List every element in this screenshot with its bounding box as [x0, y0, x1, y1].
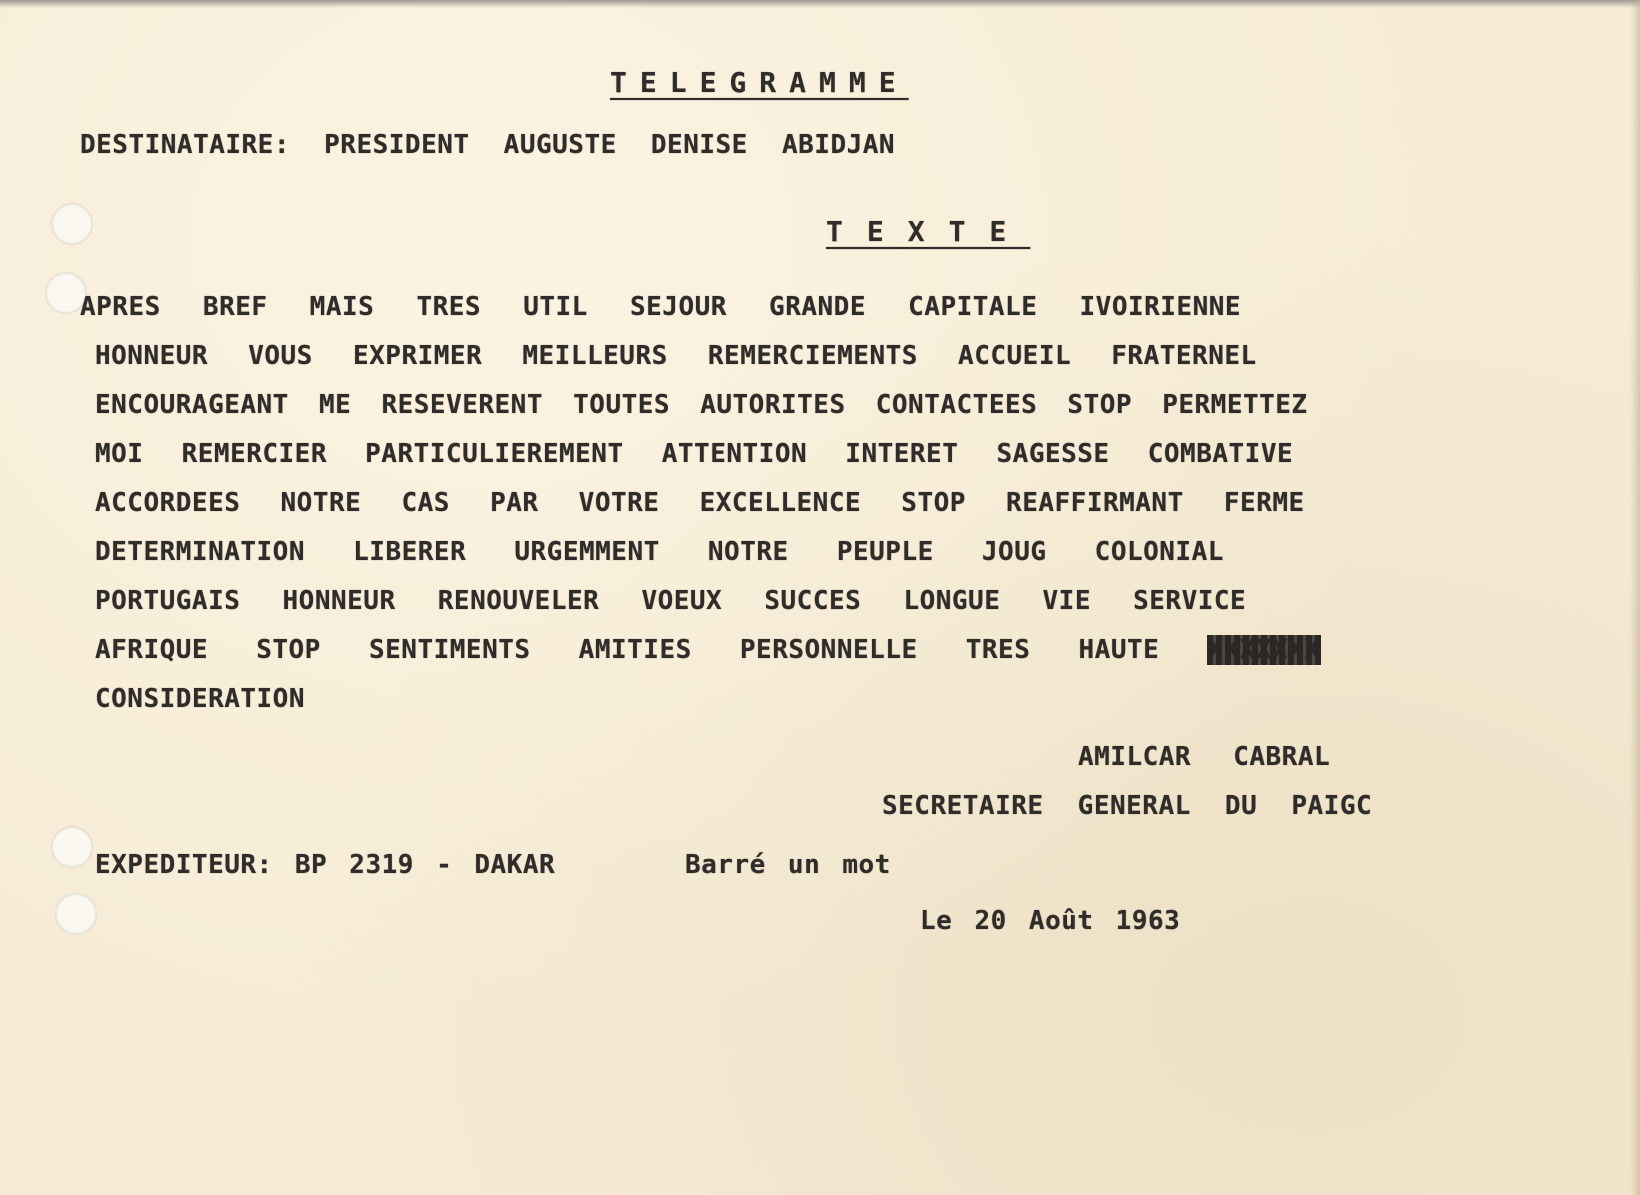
body-line-with-strikeout: [95, 635, 1321, 665]
signature-name: AMILCAR CABRAL: [1078, 742, 1331, 772]
body-line: APRES BREF MAIS TRES UTIL SEJOUR GRANDE CAPITALE IVOIRIENNE: [80, 292, 1242, 322]
sender-line: EXPEDITEUR: BP 2319 - DAKAR: [95, 850, 556, 880]
body-line: PORTUGAIS HONNEUR RENOUVELER VOEUX SUCCES LONGUE VIE SERVICE: [95, 586, 1247, 616]
telegram-title: TELEGRAMME: [610, 66, 909, 99]
paper-right-edge: [1630, 0, 1640, 1195]
telegram-date: Le 20 Août 1963: [920, 906, 1181, 936]
text-heading: TEXTE: [826, 215, 1031, 248]
punch-hole: [55, 893, 97, 935]
paper-top-edge: [0, 0, 1640, 8]
body-line: ENCOURAGEANT ME RESEVERENT TOUTES AUTORITES CONTACTEES STOP PERMETTEZ: [95, 390, 1308, 420]
body-line: AFRIQUE STOP SENTIMENTS AMITIES PERSONNELLE TRES HAUTE: [95, 635, 1160, 665]
body-line: CONSIDERATION: [95, 684, 305, 714]
body-line: HONNEUR VOUS EXPRIMER MEILLEURS REMERCIEMENTS ACCUEIL FRATERNEL: [95, 341, 1257, 371]
punch-hole: [51, 826, 93, 868]
signature-title: SECRETAIRE GENERAL DU PAIGC: [882, 791, 1373, 821]
body-line: MOI REMERCIER PARTICULIEREMENT ATTENTION INTERET SAGESSE COMBATIVE: [95, 439, 1294, 469]
recipient-line: DESTINATAIRE: PRESIDENT AUGUSTE DENISE ABIDJAN: [80, 130, 896, 160]
body-line: ACCORDEES NOTRE CAS PAR VOTRE EXCELLENCE STOP REAFFIRMANT FERME: [95, 488, 1305, 518]
punch-hole: [51, 203, 93, 245]
struck-out-word: XXXXXXX: [1207, 635, 1321, 665]
annotation-note: Barré un mot: [685, 850, 891, 880]
body-line: DETERMINATION LIBERER URGEMMENT NOTRE PEUPLE JOUG COLONIAL: [95, 537, 1224, 567]
